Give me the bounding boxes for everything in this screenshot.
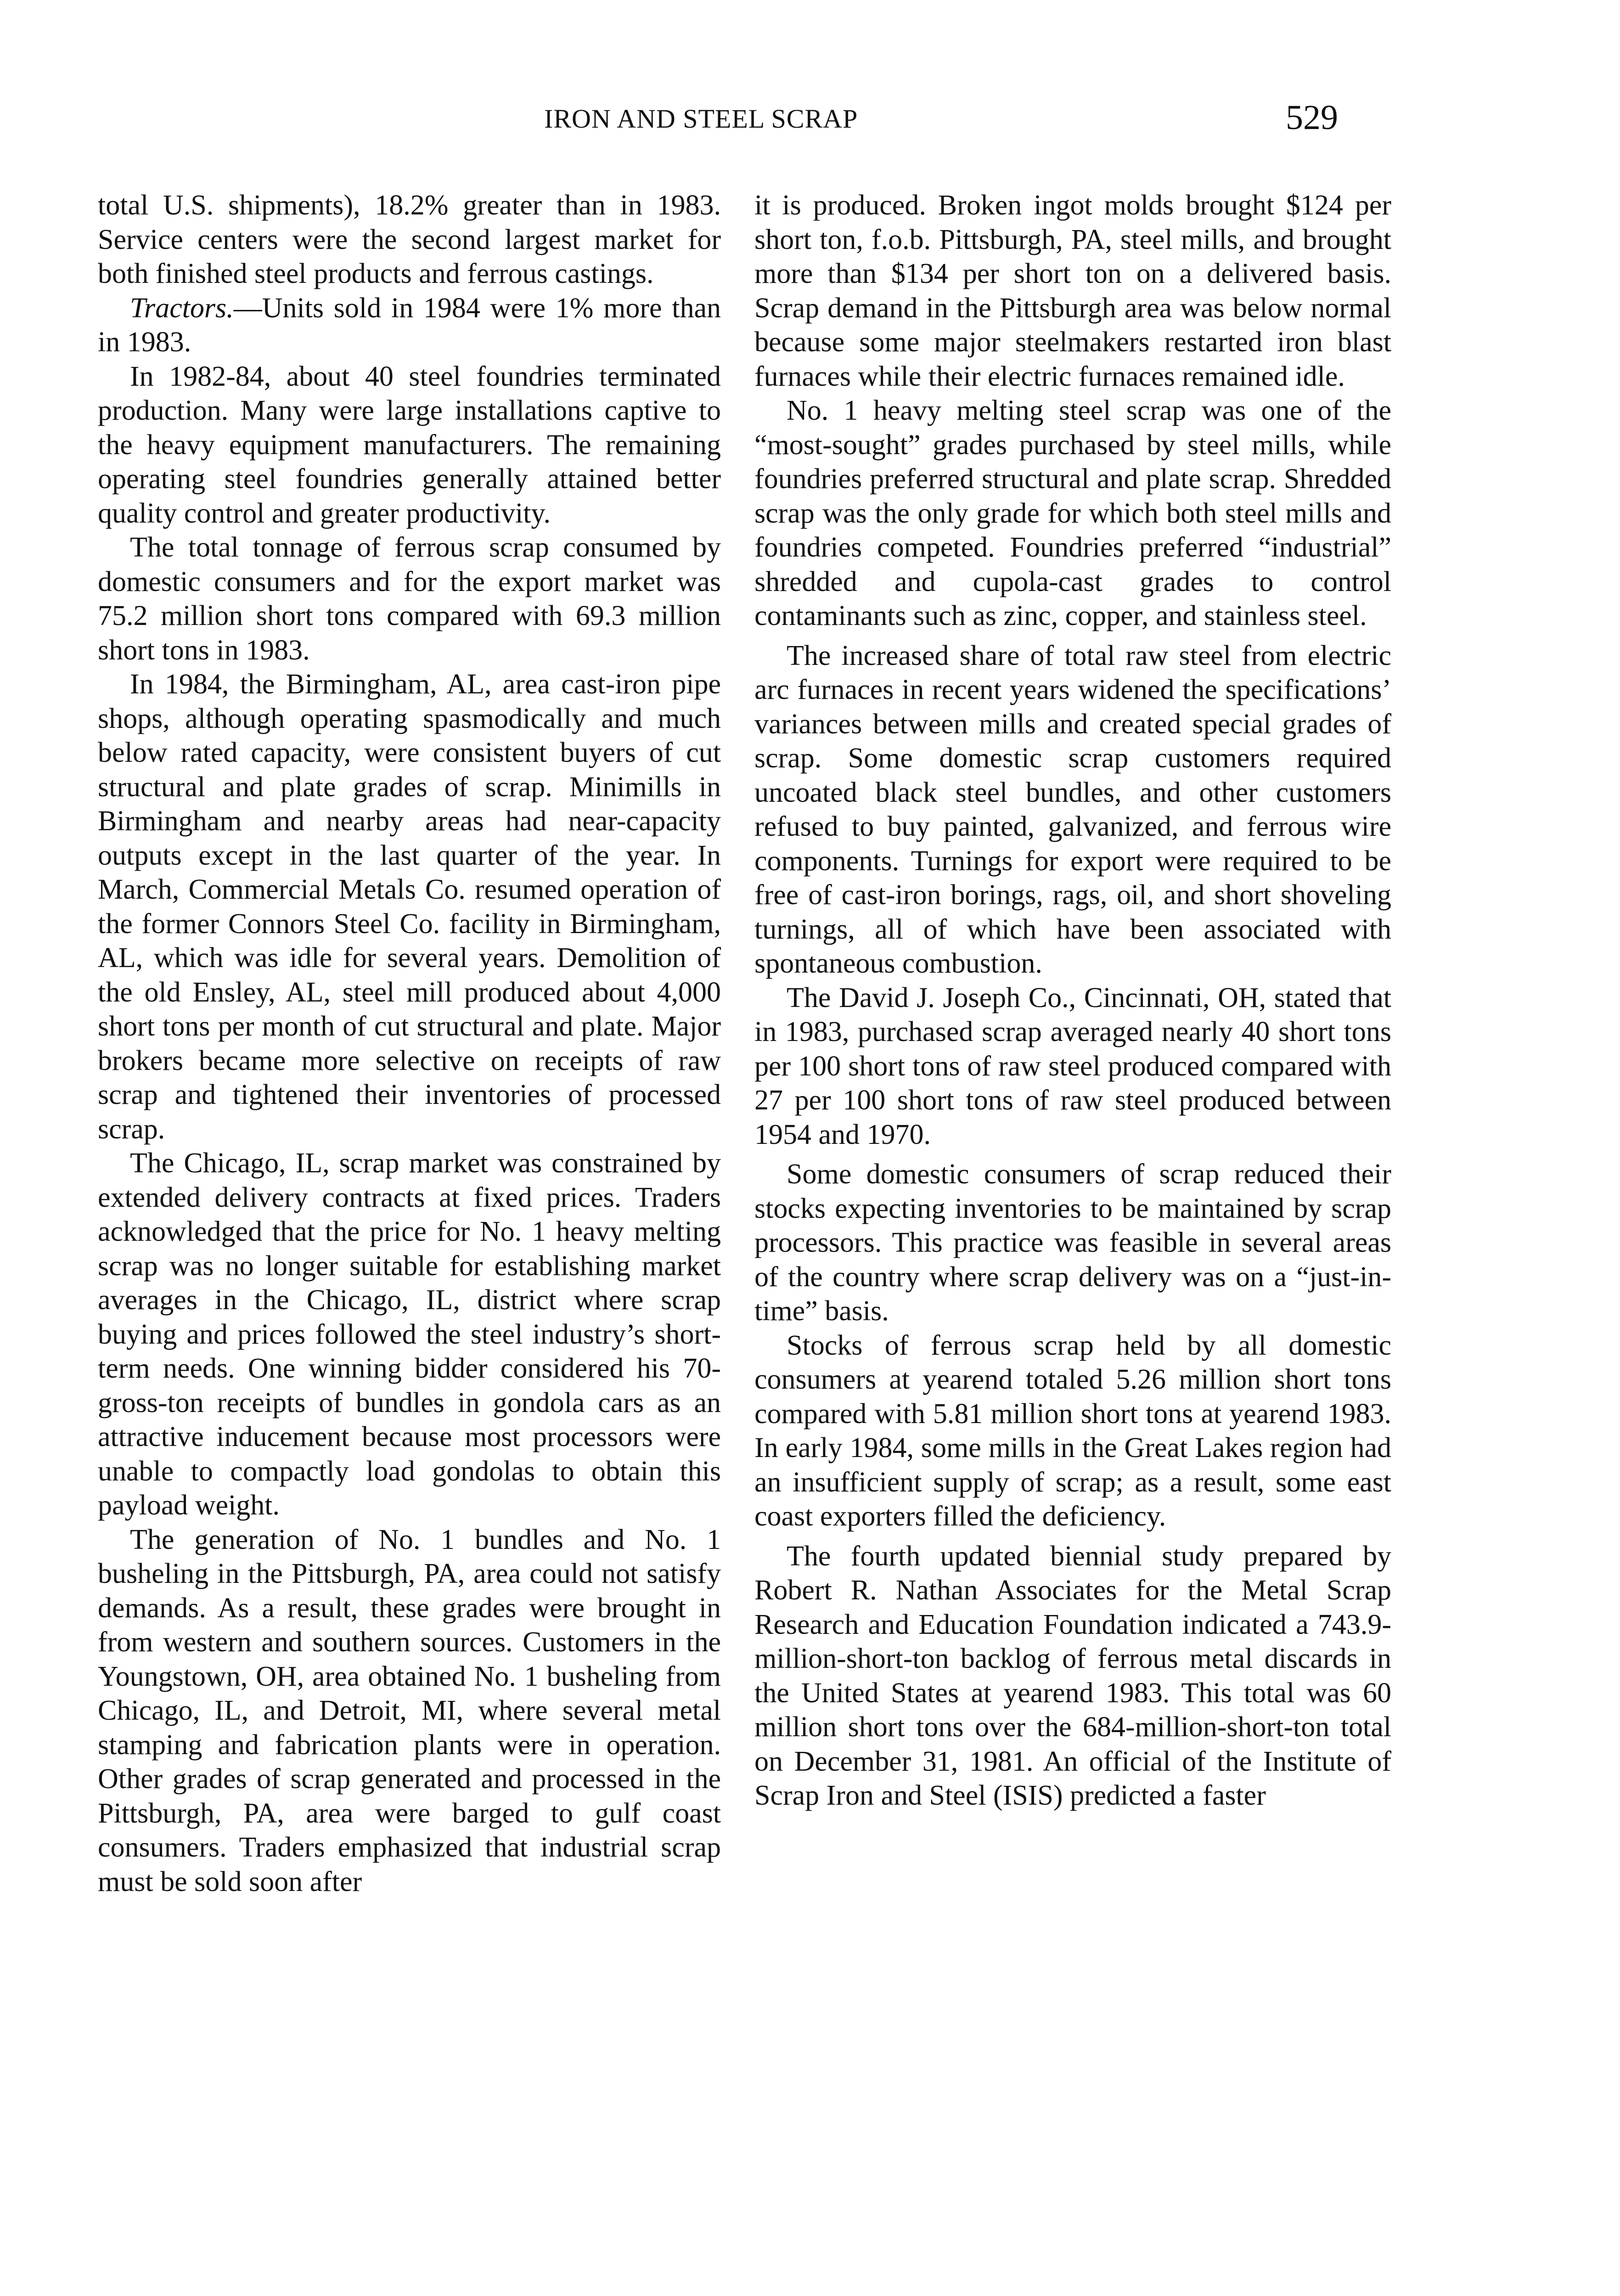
paragraph-text: —Units sold in 1984 were 1% more than in 1983. [98, 292, 721, 358]
page-header [0, 98, 1620, 145]
paragraph: No. 1 heavy melting steel scrap was one of the “most-sought” grades purchased by steel mills, while foundries preferred structural and plate scrap. Shredded scrap was the only grade for which both steel mills and foundries competed. Foundries preferred “industrial” shredded and cupola-cast grades to control contaminants such as zinc, copper, and stainless steel. [754, 395, 1391, 631]
paragraph: The fourth updated biennial study prepared by Robert R. Nathan Associates for the Metal Scrap Research and Education Foundation indicated a 743.9-million-short-ton backlog of ferrous metal discards in the United States at yearend 1983. This total was 60 million short tons over the 684-million-short-ton total on December 31, 1981. An official of the Institute of Scrap Iron and Steel (ISIS) predicted a faster [754, 1540, 1391, 1811]
paragraph: The Chicago, IL, scrap market was constrained by extended delivery contracts at fixed prices. Traders acknowledged that the price for No. 1 heavy melting scrap was no longer suitable for establishing market averages in the Chicago, IL, district where scrap buying and prices followed the steel industry’s short-term needs. One winning bidder considered his 70-gross-ton receipts of bundles in gondola cars as an attractive inducement because most processors were unable to compactly load gondolas to obtain this payload weight. [98, 1148, 721, 1521]
paragraph: it is produced. Broken ingot molds brought $124 per short ton, f.o.b. Pittsburgh, PA, steel mills, and brought more than $134 per short ton on a delivered basis. Scrap demand in the Pittsburgh area was below normal because some major steelmakers restarted iron blast furnaces while their electric furnaces remained idle. [754, 190, 1391, 392]
paragraph: The increased share of total raw steel from electric arc furnaces in recent years widened the specifications’ variances between mills and created special grades of scrap. Some domestic scrap customers required uncoated black steel bundles, and other customers refused to buy painted, galvanized, and ferrous wire components. Turnings for export were required to be free of cast-iron borings, rags, oil, and short shoveling turnings, all of which have been associated with spontaneous combustion. [754, 640, 1391, 979]
running-head: IRON AND STEEL SCRAP [544, 104, 858, 134]
paragraph: In 1982-84, about 40 steel foundries terminated production. Many were large installations captive to the heavy equipment manufacturers. The remaining operating steel foundries generally attained better quality control and greater productivity. [98, 360, 721, 529]
paragraph: The generation of No. 1 bundles and No. 1 busheling in the Pittsburgh, PA, area could not satisfy demands. As a result, these grades were brought in from western and southern sources. Customers in the Youngstown, OH, area obtained No. 1 busheling from Chicago, IL, and Detroit, MI, where several metal stamping and fabrication plants were in operation. Other grades of scrap generated and processed in the Pittsburgh, PA, area were barged to gulf coast consumers. Traders emphasized that industrial scrap must be sold soon after [98, 1524, 721, 1897]
page-number: 529 [1286, 98, 1338, 137]
right-column [754, 188, 1391, 1813]
paragraph: In 1984, the Birmingham, AL, area cast-iron pipe shops, although operating spasmodically and much below rated capacity, were consistent buyers of cut structural and plate grades of scrap. Minimills in Birmingham and nearby areas had near-capacity outputs except in the last quarter of the year. In March, Commercial Metals Co. resumed operation of the former Connors Steel Co. facility in Birmingham, AL, which was idle for several years. Demolition of the old Ensley, AL, steel mill produced about 4,000 short tons per month of cut structural and plate. Major brokers became more selective on receipts of raw scrap and tightened their inventories of processed scrap. [98, 669, 721, 1145]
paragraph: The total tonnage of ferrous scrap consumed by domestic consumers and for the export market was 75.2 million short tons compared with 69.3 million short tons in 1983. [98, 532, 721, 666]
run-in-heading: Tractors. [130, 292, 234, 324]
paragraph-tractors [98, 291, 721, 360]
paragraph: Some domestic consumers of scrap reduced their stocks expecting inventories to be maintained by scrap processors. This practice was feasible in several areas of the country where scrap delivery was on a “just-in-time” basis. [754, 1159, 1391, 1327]
paragraph: total U.S. shipments), 18.2% greater than in 1983. Service centers were the second largest market for both finished steel products and ferrous castings. [98, 190, 721, 289]
paragraph: Stocks of ferrous scrap held by all domestic consumers at yearend totaled 5.26 million short tons compared with 5.81 million short tons at yearend 1983. In early 1984, some mills in the Great Lakes region had an insufficient supply of scrap; as a result, some east coast exporters filled the deficiency. [754, 1329, 1391, 1532]
left-column [98, 188, 721, 1899]
paragraph: The David J. Joseph Co., Cincinnati, OH, stated that in 1983, purchased scrap averaged nearly 40 short tons per 100 short tons of raw steel produced compared with 27 per 100 short tons of raw steel produced between 1954 and 1970. [754, 982, 1391, 1150]
